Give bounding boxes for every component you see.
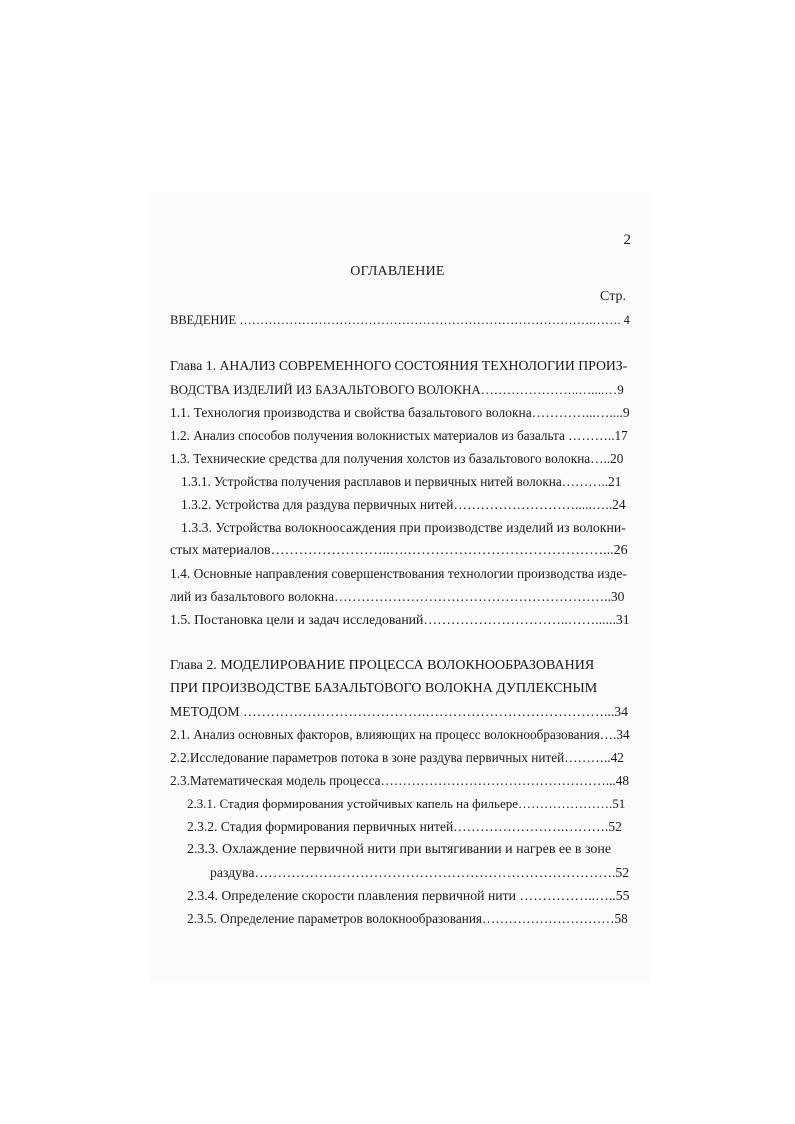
toc-entry-1-5[interactable]: 1.5. Постановка цели и задач исследований…………………………..……......31 bbox=[170, 612, 630, 627]
toc-entry-chapter2-title-line1[interactable]: Глава 2. МОДЕЛИРОВАНИЕ ПРОЦЕССА ВОЛОКНООБРАЗОВАНИЯ bbox=[170, 658, 595, 673]
toc-entry-chapter2-title-line2[interactable]: ПРИ ПРОИЗВОДСТВЕ БАЗАЛЬТОВОГО ВОЛОКНА ДУПЛЕКСНЫМ bbox=[170, 681, 598, 696]
toc-entry-chapter1-title-line2[interactable]: ВОДСТВА ИЗДЕЛИЙ ИЗ БАЗАЛЬТОВОГО ВОЛОКНА…………………..…....…9 bbox=[170, 382, 624, 397]
toc-entry-2-1[interactable]: 2.1. Анализ основных факторов, влияющих на процесс волокнообразования….34 bbox=[170, 727, 630, 742]
toc-title: ОГЛАВЛЕНИЕ bbox=[350, 264, 445, 279]
toc-entry-2-2[interactable]: 2.2.Исследование параметров потока в зоне раздува первичных нитей………..42 bbox=[170, 750, 624, 765]
toc-entry-1-3-1[interactable]: 1.3.1. Устройства получения расплавов и первичных нитей волокна………..21 bbox=[181, 474, 622, 489]
toc-entry-2-3-5[interactable]: 2.3.5. Определение параметров волокнообразования…………………………58 bbox=[187, 911, 628, 926]
toc-entry-1-4-line2[interactable]: лий из базальтового волокна……………………………………………………..30 bbox=[170, 589, 625, 604]
page-column-header: Стр. bbox=[600, 289, 626, 304]
toc-entry-1-3-2[interactable]: 1.3.2. Устройства для раздува первичных нитей……………………….....…..24 bbox=[181, 497, 626, 512]
toc-entry-1-1[interactable]: 1.1. Технология производства и свойства базальтового волокна…………...…....9 bbox=[170, 405, 630, 420]
toc-entry-2-3[interactable]: 2.3.Математическая модель процесса……………………………………………...48 bbox=[170, 773, 629, 788]
toc-entry-2-3-1[interactable]: 2.3.1. Стадия формирования устойчивых капель на фильере………………….51 bbox=[187, 796, 626, 811]
toc-entry-chapter1-title-line1[interactable]: Глава 1. АНАЛИЗ СОВРЕМЕННОГО СОСТОЯНИЯ ТЕХНОЛОГИИ ПРОИЗ- bbox=[170, 358, 628, 373]
toc-entry-1-3[interactable]: 1.3. Технические средства для получения холстов из базальтового волокна…..20 bbox=[170, 451, 624, 466]
toc-entry-2-3-2[interactable]: 2.3.2. Стадия формирования первичных нитей…………………….……….52 bbox=[187, 819, 622, 834]
toc-entry-2-3-3-line1[interactable]: 2.3.3. Охлаждение первичной нити при вытягивании и нагрев ее в зоне bbox=[187, 842, 612, 857]
toc-entry-chapter2-title-line3[interactable]: МЕТОДОМ ………………………………….…………………………………...34 bbox=[170, 704, 629, 719]
toc-entry-1-3-3-line2[interactable]: стых материалов……………………..….……………………………………...26 bbox=[170, 543, 628, 558]
toc-entry-1-4-line1[interactable]: 1.4. Основные направления совершенствования технологии производства изде- bbox=[170, 566, 627, 581]
toc-entry-1-2[interactable]: 1.2. Анализ способов получения волокнистых материалов из базальта ………..17 bbox=[170, 428, 628, 443]
toc-entry-1-3-3-line1[interactable]: 1.3.3. Устройства волокноосаждения при производстве изделий из волокни- bbox=[181, 520, 626, 535]
toc-entry-2-3-3-line2[interactable]: раздува…………………………………………………………………….52 bbox=[210, 865, 630, 880]
toc-entry-2-3-4[interactable]: 2.3.4. Определение скорости плавления первичной нити ……………..…..55 bbox=[187, 888, 630, 903]
toc-entry-introduction[interactable]: ВВЕДЕНИЕ ………………………………………………………………………….……. 4 bbox=[170, 313, 630, 327]
page-number: 2 bbox=[623, 232, 631, 248]
